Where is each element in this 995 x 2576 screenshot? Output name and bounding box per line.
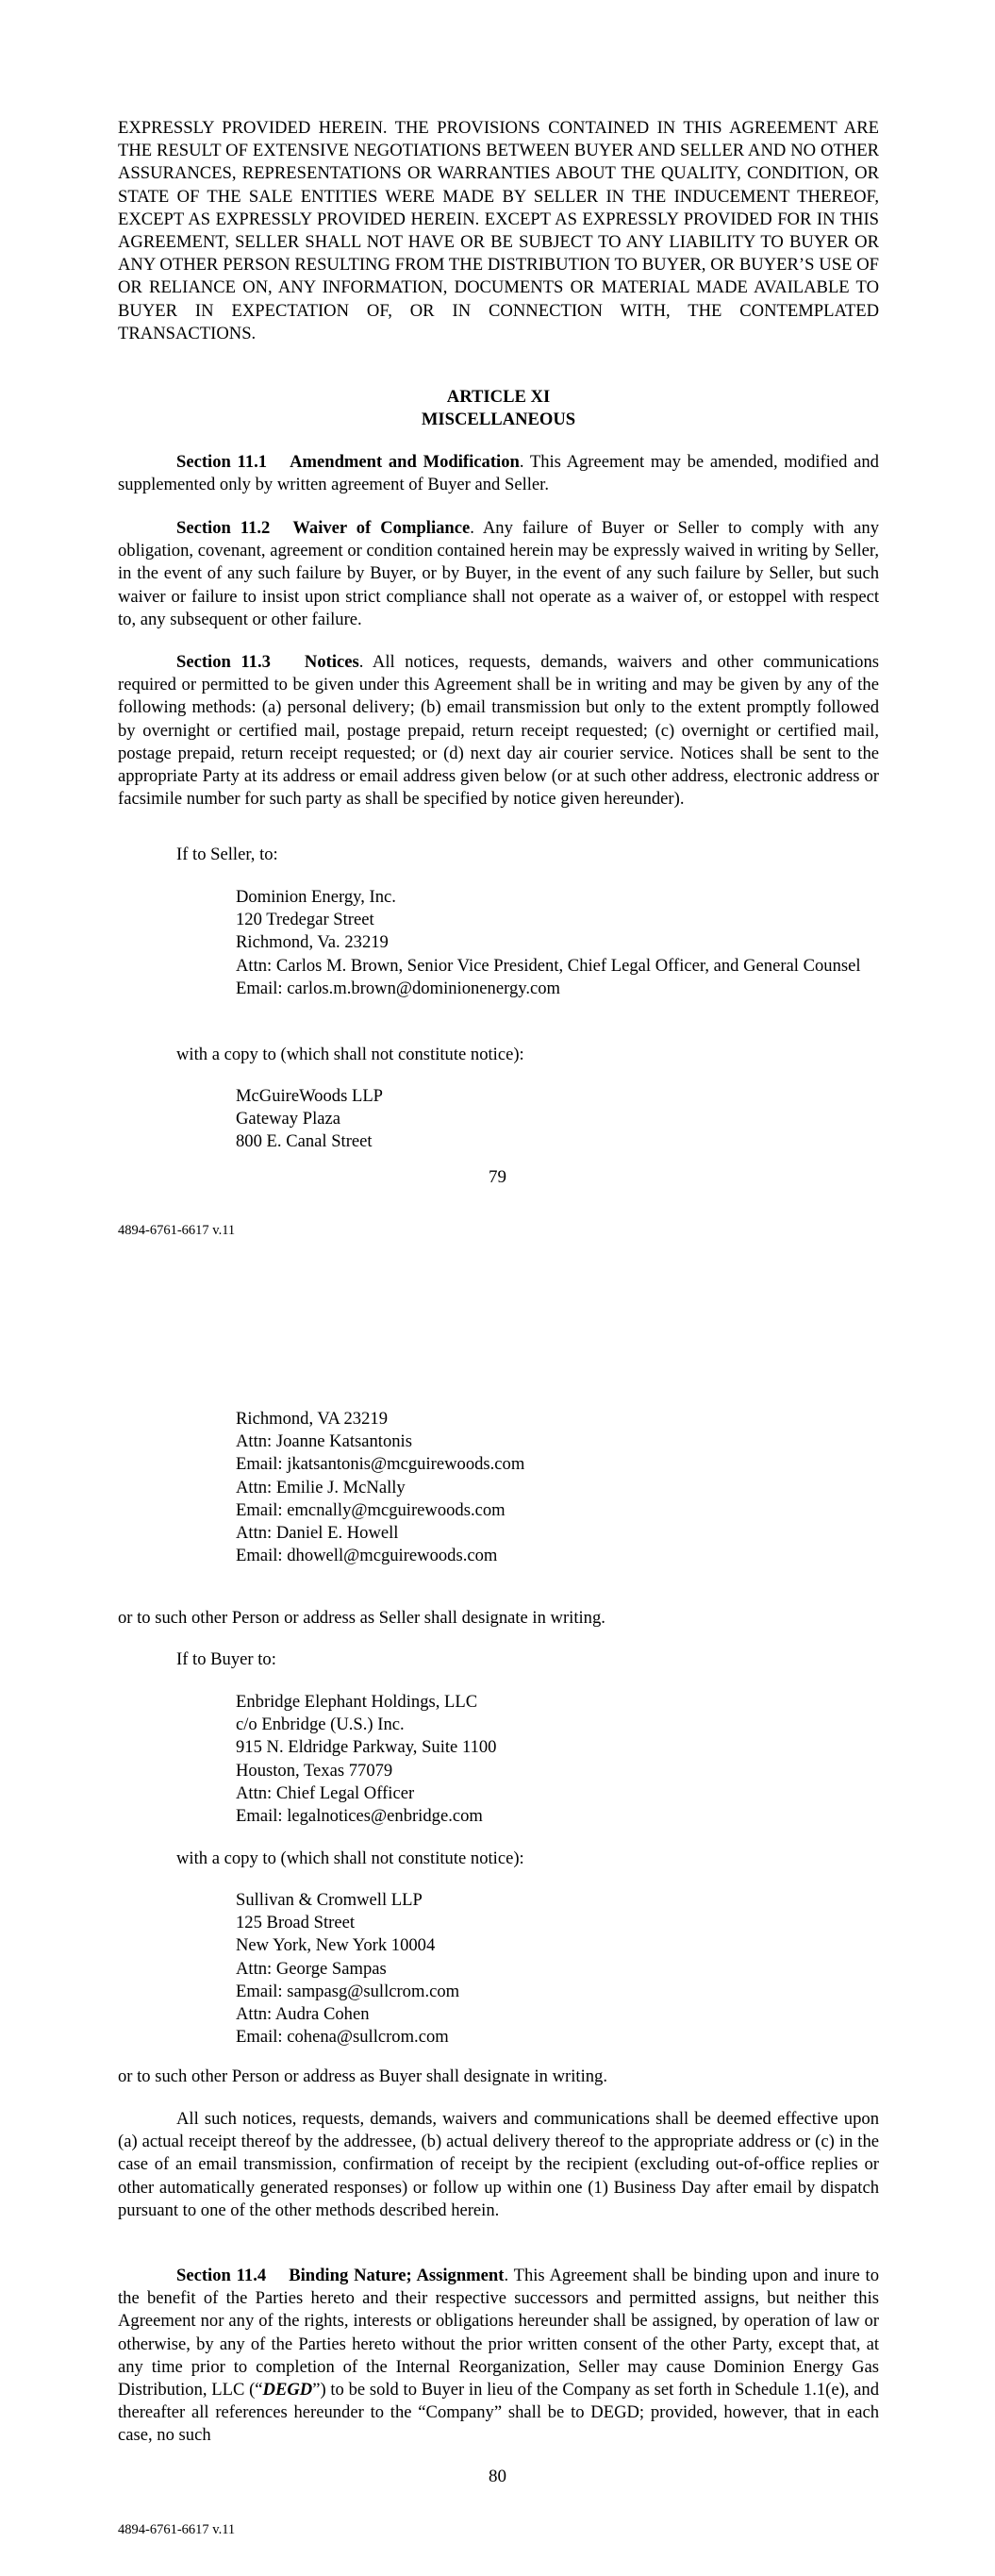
sullivan-address-line: New York, New York 10004 — [236, 1935, 436, 1956]
mcguirewoods-address-block — [236, 1085, 879, 1154]
document-id: 4894-6761-6617 v.11 — [118, 2522, 236, 2537]
if-to-seller: If to Seller, to: — [176, 845, 278, 864]
section-11-1-text: . This Agreement may be amended, modified and supplemented only by written agreement of Buyer and Seller. — [118, 452, 879, 495]
seller-address-block — [236, 886, 879, 1000]
seller-email: Email: carlos.m.brown@dominionenergy.com — [236, 978, 560, 998]
section-11-1 — [118, 451, 879, 496]
mcguire-address-line: 800 E. Canal Street — [236, 1131, 373, 1152]
mcguire-attn: Attn: Joanne Katsantonis — [236, 1431, 412, 1452]
page-number: 80 — [489, 2467, 506, 2486]
buyer-address-line: c/o Enbridge (U.S.) Inc. — [236, 1715, 405, 1735]
mcguire-address-line: McGuireWoods LLP — [236, 1086, 384, 1106]
section-11-2-text: . Any failure of Buyer or Seller to comply with any obligation, covenant, agreement or condition contained herein may be expressly waived in writing by Seller, in the event of any such failure by Buyer, or by Buyer, in the event of any such failure by Seller, but such waiver or failure to insist upon strict compliance shall not operate as a waiver of, or estoppel with respect to, any subsequent or other failure. — [118, 518, 880, 629]
article-heading — [118, 386, 879, 431]
buyer-address-line: Houston, Texas 77079 — [236, 1760, 393, 1781]
sullivan-address-line: Sullivan & Cromwell LLP — [236, 1890, 423, 1910]
section-11-4-number: Section 11.4 — [176, 2266, 267, 2285]
seller-designate-line: or to such other Person or address as Seller shall designate in writing. — [118, 1608, 605, 1628]
disclaimer-paragraph: EXPRESSLY PROVIDED HEREIN. THE PROVISIONS CONTAINED IN THIS AGREEMENT ARE THE RESULT OF EXTENSIVE NEGOTIATIONS BETWEEN BUYER AND SELLER AND NO OTHER ASSURANCES, REPRESENTATIONS OR WARRANTIES ABOUT THE QUALITY, CONDITION, OR STATE OF THE SALE ENTITIES WERE MADE BY SELLER IN THE INDUCEMENT THEREOF, EXCEPT AS EXPRESSLY PROVIDED HEREIN. EXCEPT AS EXPRESSLY PROVIDED FOR IN THIS AGREEMENT, SELLER SHALL NOT HAVE OR BE SUBJECT TO ANY LIABILITY TO BUYER OR ANY OTHER PERSON RESULTING FROM THE DISTRIBUTION TO BUYER, OR BUYER’S USE OF OR RELIANCE ON, ANY INFORMATION, DOCUMENTS OR MATERIAL MADE AVAILABLE TO BUYER IN EXPECTATION OF, OR IN CONNECTION WITH, THE CONTEMPLATED TRANSACTIONS. — [118, 118, 879, 343]
copy-note-buyer: with a copy to (which shall not constitute notice): — [176, 1848, 524, 1868]
seller-address-line: Richmond, Va. 23219 — [236, 932, 389, 953]
seller-address-line: Dominion Energy, Inc. — [236, 887, 396, 907]
mcguire-attn: Attn: Emilie J. McNally — [236, 1477, 406, 1497]
sullivan-cromwell-address-block — [236, 1889, 879, 2049]
seller-address-line: 120 Tredegar Street — [236, 910, 374, 930]
buyer-email: Email: legalnotices@enbridge.com — [236, 1806, 483, 1827]
sullivan-email: Email: cohena@sullcrom.com — [236, 2027, 449, 2048]
buyer-address-block — [236, 1691, 879, 1828]
sullivan-email: Email: sampasg@sullcrom.com — [236, 1981, 460, 2001]
sullivan-attn: Attn: Audra Cohen — [236, 2004, 370, 2025]
if-to-buyer: If to Buyer to: — [176, 1649, 276, 1669]
section-11-3-text: . All notices, requests, demands, waivers and other communications required or permitted to be given under this Agreement shall be in writing and may be given by any of the following methods: (a) personal delivery; (b) email transmission but only to the extent promptly followed by overnight or certified mail, postage prepaid, return receipt requested; (c) overnight or certified mail, postage prepaid, return receipt requested; or (d) next day air courier service. Notices shall be sent to the appropriate Party at its address or email address given below (or at such other address, electronic address or facsimile number for such party as shall be specified by notice given hereunder). — [118, 652, 879, 810]
mcguire-email: Email: emcnally@mcguirewoods.com — [236, 1499, 506, 1520]
mcguirewoods-address-continued — [236, 1408, 879, 1567]
section-11-2-number: Section 11.2 — [176, 518, 271, 538]
copy-note-seller: with a copy to (which shall not constitute notice): — [176, 1045, 524, 1064]
mcguire-address-line: Gateway Plaza — [236, 1109, 340, 1129]
section-11-4-defined-term: DEGD — [262, 2380, 313, 2400]
article-subtitle: MISCELLANEOUS — [421, 410, 576, 430]
document-id: 4894-6761-6617 v.11 — [118, 1223, 236, 1238]
mcguire-attn: Attn: Daniel E. Howell — [236, 1523, 399, 1544]
section-11-3-number: Section 11.3 — [176, 652, 271, 672]
section-11-1-number: Section 11.1 — [176, 452, 268, 472]
buyer-designate-line: or to such other Person or address as Buyer shall designate in writing. — [118, 2066, 607, 2086]
seller-address-line: Attn: Carlos M. Brown, Senior Vice President, Chief Legal Officer, and General Counsel — [236, 955, 861, 976]
section-11-2 — [118, 517, 879, 631]
section-11-4 — [118, 2265, 879, 2448]
section-11-4-text-b: ”) to be sold to Buyer in lieu of the Company as set forth in Schedule 1.1(e), and thereafter all references hereunder to the “Company” shall be to DEGD; provided, however, that in each case, no such — [118, 2380, 879, 2446]
section-11-3 — [118, 651, 879, 811]
page-number: 79 — [489, 1167, 506, 1187]
buyer-address-line: 915 N. Eldridge Parkway, Suite 1100 — [236, 1737, 497, 1758]
section-11-1-title: Amendment and Modification — [290, 452, 520, 472]
mcguire-address-line: Richmond, VA 23219 — [236, 1409, 388, 1429]
buyer-address-line: Enbridge Elephant Holdings, LLC — [236, 1692, 478, 1712]
mcguire-email: Email: jkatsantonis@mcguirewoods.com — [236, 1454, 525, 1475]
sullivan-address-line: 125 Broad Street — [236, 1913, 355, 1933]
section-11-4-title: Binding Nature; Assignment — [289, 2266, 505, 2285]
article-title: ARTICLE XI — [446, 387, 551, 407]
buyer-attn: Attn: Chief Legal Officer — [236, 1782, 415, 1803]
section-11-2-title: Waiver of Compliance — [292, 518, 471, 538]
sullivan-attn: Attn: George Sampas — [236, 1958, 387, 1979]
mcguire-email: Email: dhowell@mcguirewoods.com — [236, 1546, 498, 1566]
notices-effective-paragraph: All such notices, requests, demands, waivers and communications shall be deemed effective upon (a) actual receipt thereof by the addressee, (b) actual delivery thereof to the appropriate address or (c) in the case of an email transmission, confirmation of receipt by the recipient (excluding out-of-office replies or other automatically generated responses) or follow up within one (1) Business Day after email by dispatch pursuant to one of the other methods described herein. — [118, 2109, 879, 2220]
section-11-3-title: Notices — [304, 652, 359, 672]
section-11-4-text-a: . This Agreement shall be binding upon and inure to the benefit of the Parties hereto and their respective successors and permitted assigns, but neither this Agreement nor any of the rights, interests or obligations hereunder shall be assigned, by operation of law or otherwise, by any of the Parties hereto without the prior written consent of the other Party, except that, at any time prior to completion of the Internal Reorganization, Seller may cause Dominion Energy Gas Distribution, LLC (“ — [118, 2266, 880, 2400]
